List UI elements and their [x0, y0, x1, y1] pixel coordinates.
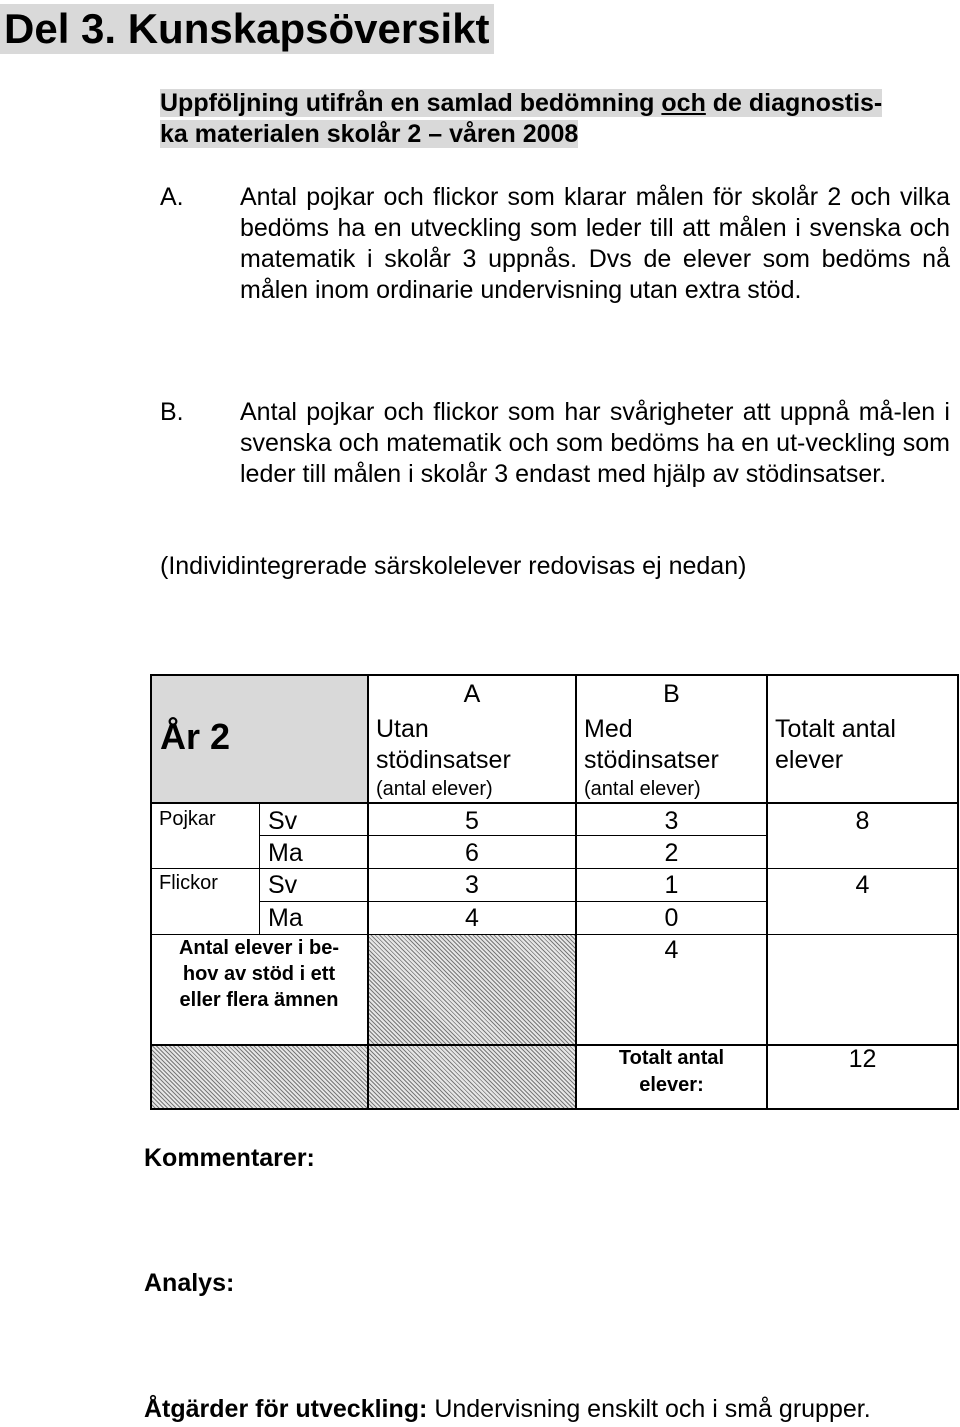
actions-line: [144, 1394, 871, 1424]
row-value-b: 3: [664, 807, 679, 835]
subtitle-line2: ka materialen skolår 2 – våren 2008: [160, 120, 579, 148]
subtitle-underlined: och: [661, 89, 706, 117]
summary-table: [150, 674, 959, 1110]
total-flickor: 4: [855, 871, 870, 899]
grand-total-label-1: Totalt antal: [618, 1047, 725, 1069]
section-a-letter: A.: [160, 183, 184, 211]
row-value-b: 2: [664, 839, 679, 867]
grand-total-label-2: elever:: [639, 1074, 704, 1096]
hatched-cell: [151, 1046, 367, 1109]
analysis-label: Analys:: [144, 1269, 235, 1297]
actions-label: Åtgärder för utveckling:: [144, 1395, 428, 1423]
subtitle-part2: de diagnostis-: [705, 89, 883, 117]
row-subject: Sv: [268, 871, 298, 899]
row-value-a: 5: [465, 807, 479, 835]
col-total-title1: Totalt antal: [775, 715, 896, 743]
subtitle: [160, 88, 935, 150]
comments-label: Kommentarer:: [144, 1144, 315, 1172]
note-text: (Individintegrerade särskolelever redovisas ej nedan): [160, 552, 747, 580]
hatched-cell: [369, 1046, 575, 1109]
grand-total-value: 12: [848, 1045, 877, 1073]
support-label-1: Antal elever i be-: [178, 937, 340, 959]
year-label: År 2: [160, 716, 231, 757]
support-label-3: eller flera ämnen: [179, 989, 339, 1011]
section-b-text: Antal pojkar och flickor som har svårigheter att uppnå må-len i svenska och matematik och som bedöms ha en ut-veckling som leder till målen i skolår 3 endast med hjälp av stödinsatser.: [240, 398, 950, 488]
row-subject: Sv: [268, 807, 298, 835]
section-b-letter: B.: [160, 398, 184, 426]
col-b-sub: (antal elever): [584, 778, 701, 800]
row-group-pojkar: Pojkar: [159, 808, 216, 830]
hatched-cell: [369, 934, 575, 1044]
actions-text: Undervisning enskilt och i små grupper.: [427, 1395, 871, 1423]
row-value-b: 1: [664, 871, 679, 899]
row-value-a: 6: [465, 839, 479, 867]
section-a-text: Antal pojkar och flickor som klarar målen för skolår 2 och vilka bedöms ha en utveckling som leder till att målen i svenska och matematik i skolår 3 uppnås. Dvs de elever som bedöms nå målen inom ordinarie undervisning utan extra stöd.: [240, 183, 950, 304]
col-b-letter: B: [663, 680, 680, 708]
col-b-title1: Med: [584, 715, 633, 743]
col-b-title2: stödinsatser: [584, 746, 719, 774]
total-pojkar: 8: [855, 807, 870, 835]
col-a-letter: A: [463, 680, 481, 708]
col-a-sub: (antal elever): [376, 778, 493, 800]
row-value-a: 3: [465, 871, 479, 899]
col-a-title2: stödinsatser: [376, 746, 511, 774]
col-a-title1: Utan: [376, 715, 429, 743]
support-label-2: hov av stöd i ett: [182, 963, 336, 985]
row-value-a: 4: [465, 904, 479, 932]
col-total-title2: elever: [775, 746, 844, 774]
support-value: 4: [664, 936, 679, 964]
row-value-b: 0: [664, 904, 679, 932]
row-subject: Ma: [268, 839, 303, 867]
row-subject: Ma: [268, 904, 303, 932]
subtitle-part1: Uppföljning utifrån en samlad bedömning: [160, 89, 662, 117]
page-title: Del 3. Kunskapsöversikt: [0, 4, 494, 54]
row-group-flickor: Flickor: [159, 872, 218, 894]
